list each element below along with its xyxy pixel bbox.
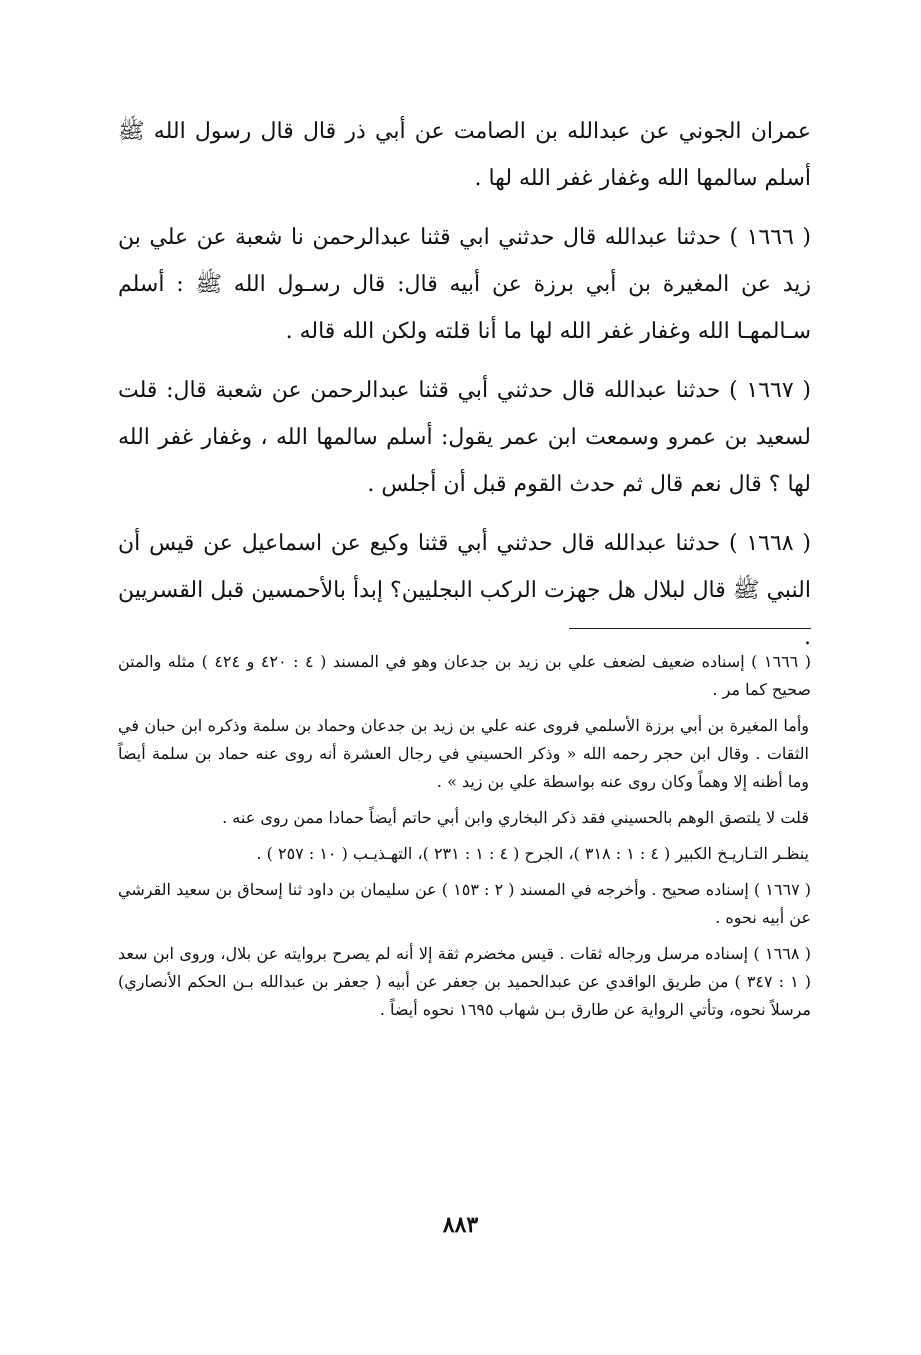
footnote-1668: ( ١٦٦٨ ) إسناده مرسل ورجاله ثقات . قيس مخضرم ثقة إلا أنه لم يصرح بروايته عن بلال، وروى ابن سعد ( ١ : ٣٤٧ ) من طريق الواقدي عن عبدالحميد بن جعفر عن أبيه ( جعفر بن عبدالله بـن الحكم الأنصاري) مرسلاً نحوه، وتأتي الرواية عن طارق بـن شهاب ١٦٩٥ نحوه أيضاً . bbox=[118, 944, 812, 1019]
footnote-1666: ( ١٦٦٦ ) إسناده ضعيف لضعف علي بن زيد بن جدعان وهو في المسند ( ٤ : ٤٢٠ و ٤٢٤ ) مثله والمتن صحيح كما مر . bbox=[118, 652, 812, 699]
page-number: ٨٨٣ bbox=[442, 1212, 479, 1238]
main-text bbox=[118, 108, 811, 673]
footnote-1666-comment: قلت لا يلتصق الوهم بالحسيني فقد ذكر البخاري وابن أبي حاتم أيضاً حمادا ممن روى عنه . bbox=[222, 808, 809, 827]
hadith-1667: ( ١٦٦٧ ) حدثنا عبدالله قال حدثني أبي قثنا عبدالرحمن عن شعبة قال: قلت لسعيد بن عمرو وسمعت ابن عمر يقول: أسلم سالمها الله ، وغفار غفر الله لها ؟ قال نعم قال ثم حدث القوم قبل أن أجلس . bbox=[118, 378, 812, 497]
footnote-divider bbox=[569, 628, 811, 629]
footnote-1666-mughira: وأما المغيرة بن أبي برزة الأسلمي فروى عنه علي بن زيد بن جدعان وحماد بن سلمة وذكره ابن حبان في الثقات . وقال ابن حجر رحمه الله « وذكر الحسيني في رجال العشرة أنه روى عنه حماد بن سلمة أيضاً وما أظنه إلا وهماً وكان روى عنه بواسطة علي بن زيد » . bbox=[118, 716, 809, 791]
footnote-1666-references: ينظـر التـاريـخ الكبير ( ٤ : ١ : ٣١٨ )، الجرح ( ٤ : ١ : ٢٣١ )، التهـذيـب ( ١٠ : ٢٥٧ ) . bbox=[256, 844, 809, 863]
hadith-1668: ( ١٦٦٨ ) حدثنا عبدالله قال حدثني أبي قثنا وكيع عن اسماعيل عن قيس أن النبي ﷺ قال لبلال هل جهزت الركب البجليين؟ إبدأ بالأحمسين قبل القسريين . bbox=[118, 531, 811, 650]
footnotes bbox=[118, 648, 811, 1032]
main-paragraph-continuation: عمران الجوني عن عبدالله بن الصامت عن أبي ذر قال قال رسول الله ﷺ أسلم سالمها الله وغفار غفر الله لها . bbox=[118, 119, 811, 191]
hadith-1666: ( ١٦٦٦ ) حدثنا عبدالله قال حدثني ابي قثنا عبدالرحمن نا شعبة عن علي بن زيد عن المغيرة بن أبي برزة عن أبيه قال: قال رسـول الله ﷺ : أسلم سـالمهـا الله وغفار غفر الله لها ما أنا قلته ولكن الله قاله . bbox=[118, 225, 811, 344]
footnote-1667: ( ١٦٦٧ ) إسناده صحيح . وأخرجه في المسند ( ٢ : ١٥٣ ) عن سليمان بن داود ثنا إسحاق بن سعيد القرشي عن أبيه نحوه . bbox=[118, 880, 812, 927]
